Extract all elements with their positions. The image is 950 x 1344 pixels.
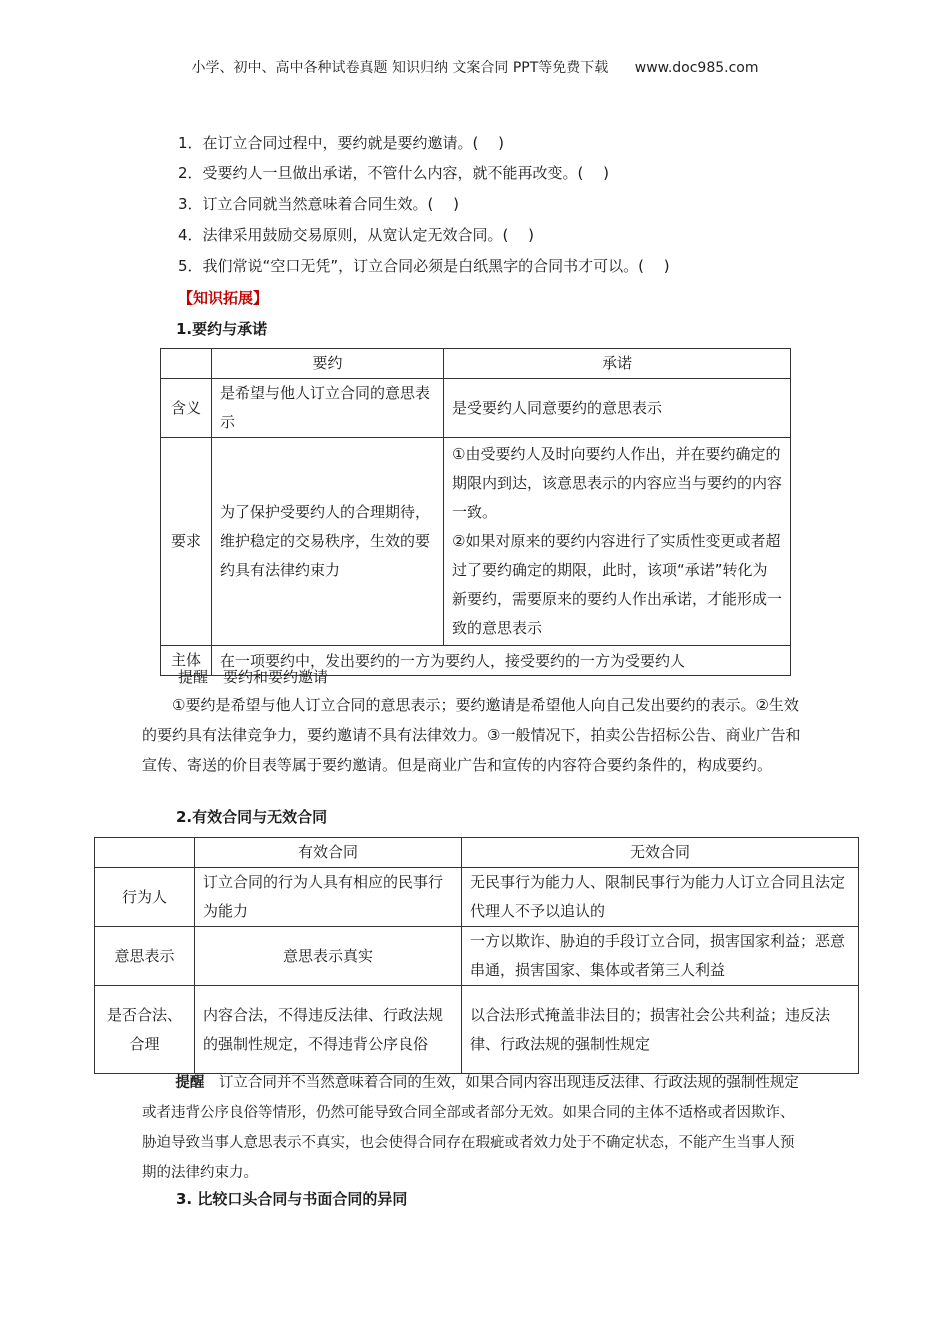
table-cell — [444, 438, 791, 646]
question-5: 5．我们常说“空口无凭”，订立合同必须是白纸黑字的合同书才可以。( ) — [178, 257, 670, 275]
row-label: 意思表示 — [95, 927, 195, 986]
table-cell: 以合法形式掩盖非法目的；损害社会公共利益；违反法律、行政法规的强制性规定 — [462, 986, 859, 1074]
section-heading: 【知识拓展】 — [178, 289, 269, 307]
table-cell: 为了保护受要约人的合理期待，维护稳定的交易秩序，生效的要约具有法律约束力 — [212, 438, 444, 646]
table-cell: 意思表示真实 — [195, 927, 462, 986]
table-header — [161, 349, 212, 379]
header-url[interactable]: www.doc985.com — [634, 60, 759, 76]
table-cell: 是受要约人同意要约的意思表示 — [444, 379, 791, 438]
table-header: 承诺 — [444, 349, 791, 379]
s1-tip-title: 提醒 要约和要约邀请 — [178, 668, 329, 686]
s2-tip — [142, 1068, 808, 1188]
s1-title: 1.要约与承诺 — [176, 320, 268, 338]
question-2: 2．受要约人一旦做出承诺，不管什么内容，就不能再改变。( ) — [178, 164, 610, 182]
table-cell: 在一项要约中，发出要约的一方为要约人，接受要约的一方为受要约人 — [212, 646, 791, 676]
table-cell: 订立合同的行为人具有相应的民事行为能力 — [195, 868, 462, 927]
row-label: 要求 — [161, 438, 212, 646]
s2-title: 2.有效合同与无效合同 — [176, 808, 328, 826]
row-label: 主体 — [161, 646, 212, 676]
s3-title: 3. 比较口头合同与书面合同的异同 — [176, 1190, 408, 1208]
question-4: 4．法律采用鼓励交易原则，从宽认定无效合同。( ) — [178, 226, 535, 244]
question-3: 3．订立合同就当然意味着合同生效。( ) — [178, 195, 460, 213]
table-cell: 是希望与他人订立合同的意思表示 — [212, 379, 444, 438]
s2-tip-label: 提醒 — [175, 1075, 205, 1091]
table-cell: 一方以欺诈、胁迫的手段订立合同，损害国家利益；恶意串通，损害国家、集体或者第三人利益 — [462, 927, 859, 986]
page-header — [0, 57, 950, 77]
table-header: 无效合同 — [462, 838, 859, 868]
header-text: 小学、初中、高中各种试卷真题 知识归纳 文案合同 PPT等免费下载 — [191, 60, 609, 76]
row-label: 行为人 — [95, 868, 195, 927]
table-cell: 内容合法，不得违反法律、行政法规的强制性规定，不得违背公序良俗 — [195, 986, 462, 1074]
table-header — [95, 838, 195, 868]
s1-tip-body: ①要约是希望与他人订立合同的意思表示；要约邀请是希望他人向自己发出要约的表示。②生效的要约具有法律竞争力，要约邀请不具有法律效力。③一般情况下，拍卖公告招标公告、商业广告和宣传、寄送的价目表等属于要约邀请。但是商业广告和宣传的内容符合要约条件的，构成要约。 — [142, 696, 801, 774]
acceptance-req-1: ①由受要约人及时向要约人作出，并在要约确定的期限内到达，该意思表示的内容应当与要约的内容一致。 — [452, 445, 783, 521]
table-header: 要约 — [212, 349, 444, 379]
valid-invalid-table — [94, 837, 859, 1074]
row-label: 是否合法、合理 — [95, 986, 195, 1074]
question-1: 1．在订立合同过程中，要约就是要约邀请。( ) — [178, 134, 505, 152]
acceptance-req-2: ②如果对原来的要约内容进行了实质性变更或者超过了要约确定的期限，此时，该项“承诺”转化为新要约，需要原来的要约人作出承诺，才能形成一致的意思表示 — [452, 532, 783, 637]
table-cell: 无民事行为能力人、限制民事行为能力人订立合同且法定代理人不予以追认的 — [462, 868, 859, 927]
s2-tip-body: 订立合同并不当然意味着合同的生效，如果合同内容出现违反法律、行政法规的强制性规定或者违背公序良俗等情形，仍然可能导致合同全部或者部分无效。如果合同的主体不适格或者因欺诈、胁迫导致当事人意思表示不真实，也会使得合同存在瑕疵或者效力处于不确定状态，不能产生当事人预期的法律约束力。 — [142, 1075, 799, 1181]
row-label: 含义 — [161, 379, 212, 438]
offer-acceptance-table — [160, 348, 791, 676]
table-header: 有效合同 — [195, 838, 462, 868]
